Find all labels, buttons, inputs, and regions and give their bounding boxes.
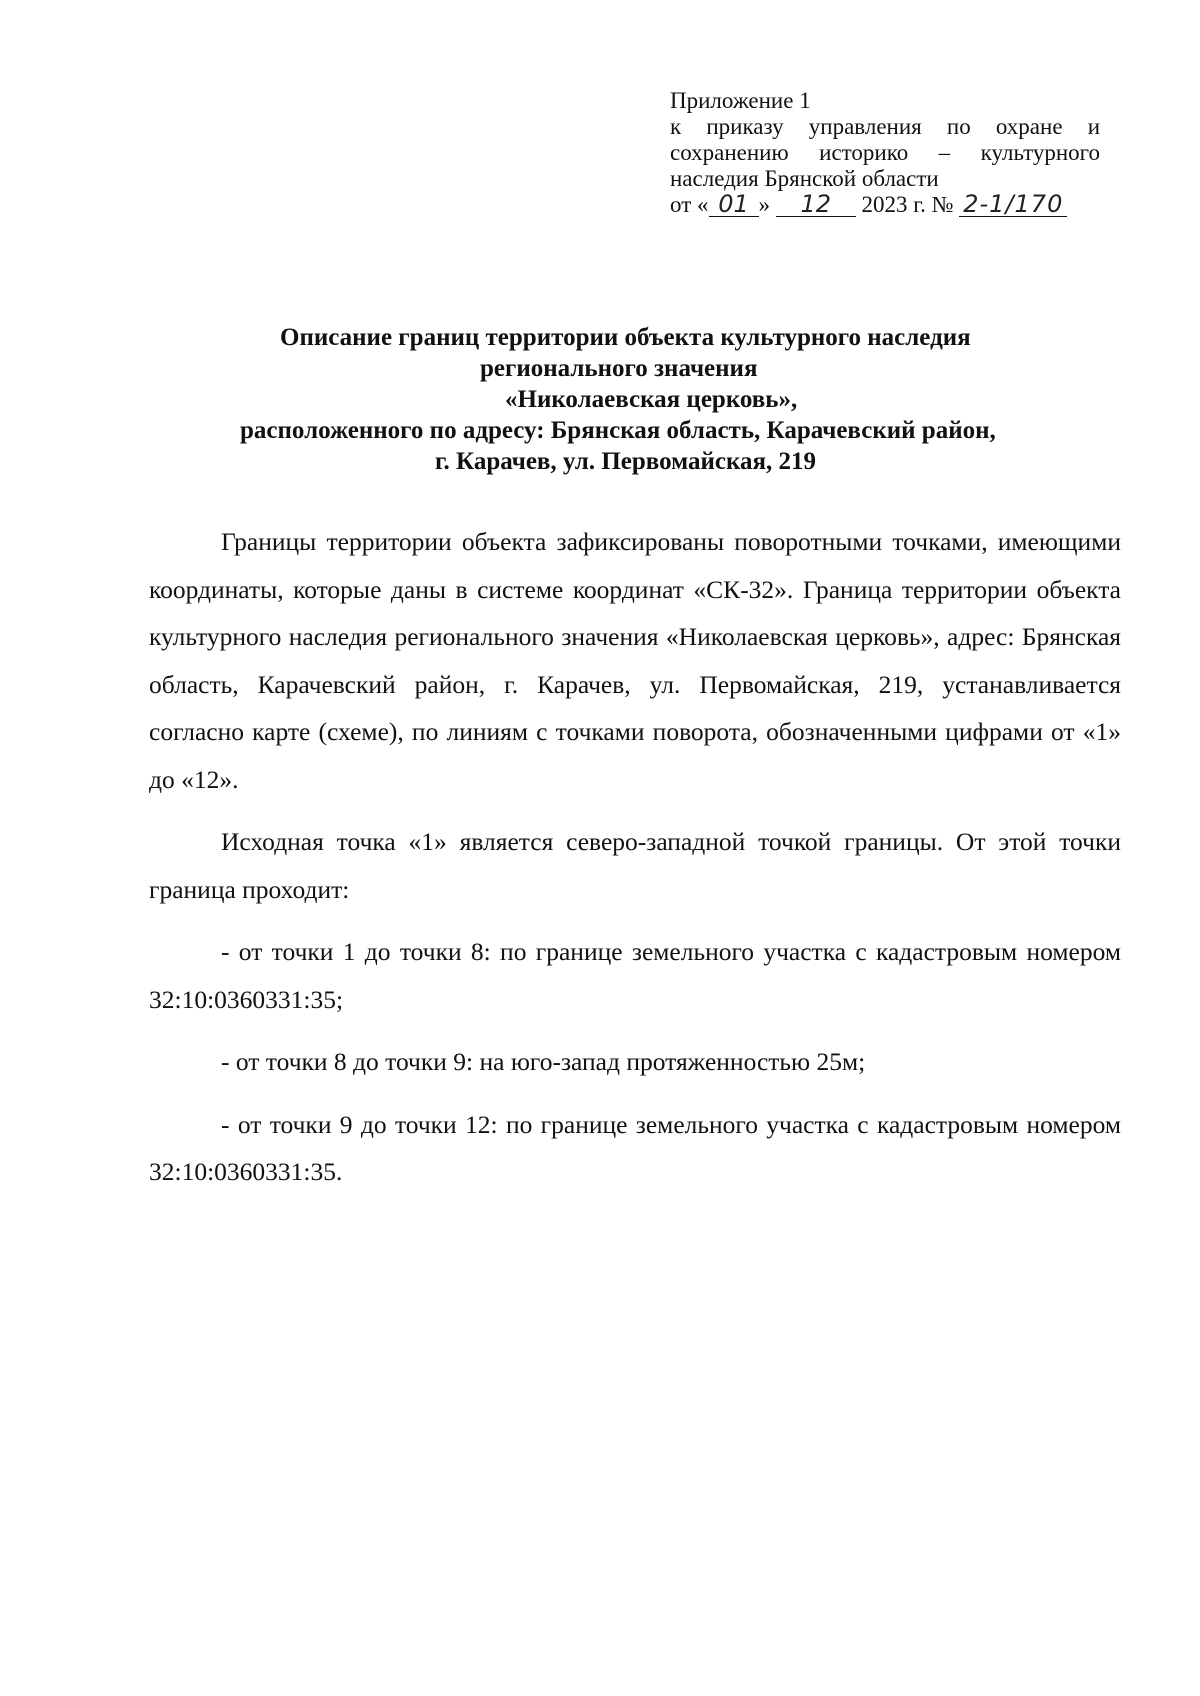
paragraph-segment-8-9: - от точки 8 до точки 9: на юго-запад протяженностью 25м; [221, 1047, 866, 1076]
order-day-handwritten: 01 [709, 192, 759, 217]
appendix-header [670, 88, 1100, 218]
document-body [149, 518, 1121, 1196]
title-line-2: регионального значения [480, 355, 758, 382]
appendix-order-text-2: сохранению историко – культурного [670, 140, 1100, 165]
paragraph-boundaries: Границы территории объекта зафиксированы поворотными точками, имеющими координаты, которые даны в системе координат «СК-32». Граница территории объекта культурного наследия регионального значения «Николаевская церковь», адрес: Брянская область, Карачевский район, г. Карачев, ул. Первомайская, 219, устанавливается согласно карте (схеме), по линиям с точками поворота, обозначенными цифрами от «1» до «12». [149, 527, 1121, 794]
title-line-5: г. Карачев, ул. Первомайская, 219 [435, 448, 817, 475]
appendix-order-text-1: к приказу управления по охране и [670, 114, 1100, 139]
paragraph-segment-1-8: - от точки 1 до точки 8: по границе земельного участка с кадастровым номером 32:10:0360331:35; [149, 937, 1121, 1014]
date-quote-close: » [758, 192, 770, 217]
appendix-order-text-3: наследия Брянской области [670, 166, 939, 191]
appendix-title: Приложение 1 [670, 88, 811, 113]
order-date-line [670, 192, 1100, 218]
title-line-3: «Николаевская церковь», [505, 386, 798, 413]
document-title [150, 322, 1110, 477]
paragraph-segment-9-12: - от точки 9 до точки 12: по границе земельного участка с кадастровым номером 32:10:0360331:35. [149, 1109, 1121, 1186]
date-prefix: от « [670, 192, 709, 217]
paragraph-start-point: Исходная точка «1» является северо-западной точкой границы. От этой точки граница проходит: [149, 827, 1121, 904]
title-line-4: расположенного по адресу: Брянская область, Карачевский район, [240, 417, 996, 444]
order-year-label: 2023 г. № [861, 192, 954, 217]
order-number-handwritten: 2-1/170 [959, 192, 1067, 217]
order-month-handwritten: 12 [776, 192, 856, 217]
title-line-1: Описание границ территории объекта культурного наследия [280, 324, 971, 351]
